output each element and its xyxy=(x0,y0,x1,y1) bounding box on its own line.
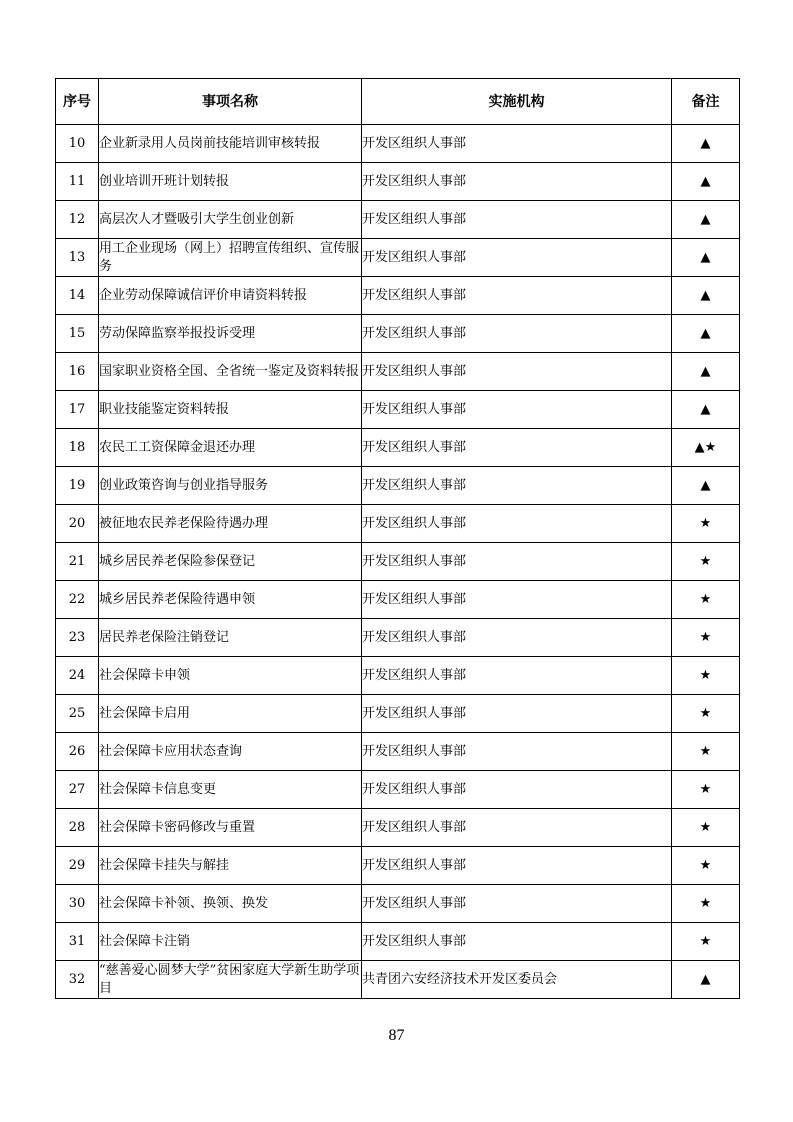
table-row xyxy=(56,923,740,961)
table-row xyxy=(56,961,740,999)
table-row xyxy=(56,391,740,429)
table-row xyxy=(56,315,740,353)
table-row xyxy=(56,809,740,847)
row-number: 15 xyxy=(56,315,99,353)
note-mark: ★ xyxy=(672,847,740,885)
header-org: 实施机构 xyxy=(362,79,672,125)
note-mark: ★ xyxy=(672,809,740,847)
note-mark: ★ xyxy=(672,733,740,771)
organization: 共青团六安经济技术开发区委员会 xyxy=(362,961,672,999)
item-name: 创业培训开班计划转报 xyxy=(99,163,362,201)
organization: 开发区组织人事部 xyxy=(362,695,672,733)
item-name: 社会保障卡挂失与解挂 xyxy=(99,847,362,885)
item-name: “慈善爱心圆梦大学”贫困家庭大学新生助学项目 xyxy=(99,961,362,999)
table-row xyxy=(56,695,740,733)
item-name: 社会保障卡信息变更 xyxy=(99,771,362,809)
table-row xyxy=(56,619,740,657)
note-mark: ▲ xyxy=(672,315,740,353)
row-number: 26 xyxy=(56,733,99,771)
note-mark: ★ xyxy=(672,619,740,657)
item-name: 社会保障卡启用 xyxy=(99,695,362,733)
item-name: 城乡居民养老保险参保登记 xyxy=(99,543,362,581)
note-mark: ★ xyxy=(672,543,740,581)
row-number: 13 xyxy=(56,239,99,277)
note-mark: ▲ xyxy=(672,353,740,391)
table-row xyxy=(56,733,740,771)
organization: 开发区组织人事部 xyxy=(362,657,672,695)
table-header-row xyxy=(56,79,740,125)
note-mark: ▲ xyxy=(672,163,740,201)
note-mark: ★ xyxy=(672,695,740,733)
item-name: 社会保障卡密码修改与重置 xyxy=(99,809,362,847)
item-name: 社会保障卡应用状态查询 xyxy=(99,733,362,771)
organization: 开发区组织人事部 xyxy=(362,505,672,543)
row-number: 25 xyxy=(56,695,99,733)
row-number: 16 xyxy=(56,353,99,391)
note-mark: ★ xyxy=(672,505,740,543)
table-row xyxy=(56,163,740,201)
item-name: 被征地农民养老保险待遇办理 xyxy=(99,505,362,543)
row-number: 11 xyxy=(56,163,99,201)
item-name: 农民工工资保障金退还办理 xyxy=(99,429,362,467)
row-number: 22 xyxy=(56,581,99,619)
table-row xyxy=(56,467,740,505)
note-mark: ★ xyxy=(672,657,740,695)
item-name: 社会保障卡申领 xyxy=(99,657,362,695)
table-row xyxy=(56,543,740,581)
table-row xyxy=(56,201,740,239)
note-mark: ★ xyxy=(672,923,740,961)
item-name: 城乡居民养老保险待遇申领 xyxy=(99,581,362,619)
note-mark: ★ xyxy=(672,885,740,923)
organization: 开发区组织人事部 xyxy=(362,239,672,277)
organization: 开发区组织人事部 xyxy=(362,467,672,505)
item-name: 国家职业资格全国、全省统一鉴定及资料转报 xyxy=(99,353,362,391)
organization: 开发区组织人事部 xyxy=(362,277,672,315)
organization: 开发区组织人事部 xyxy=(362,163,672,201)
row-number: 21 xyxy=(56,543,99,581)
organization: 开发区组织人事部 xyxy=(362,581,672,619)
note-mark: ▲★ xyxy=(672,429,740,467)
page-number: 87 xyxy=(388,1027,405,1044)
organization: 开发区组织人事部 xyxy=(362,391,672,429)
row-number: 29 xyxy=(56,847,99,885)
item-name: 创业政策咨询与创业指导服务 xyxy=(99,467,362,505)
table-row xyxy=(56,239,740,277)
row-number: 27 xyxy=(56,771,99,809)
organization: 开发区组织人事部 xyxy=(362,809,672,847)
organization: 开发区组织人事部 xyxy=(362,771,672,809)
item-name: 劳动保障监察举报投诉受理 xyxy=(99,315,362,353)
organization: 开发区组织人事部 xyxy=(362,429,672,467)
header-name: 事项名称 xyxy=(99,79,362,125)
note-mark: ▲ xyxy=(672,201,740,239)
row-number: 24 xyxy=(56,657,99,695)
table-row xyxy=(56,125,740,163)
row-number: 30 xyxy=(56,885,99,923)
organization: 开发区组织人事部 xyxy=(362,125,672,163)
row-number: 14 xyxy=(56,277,99,315)
organization: 开发区组织人事部 xyxy=(362,201,672,239)
organization: 开发区组织人事部 xyxy=(362,847,672,885)
table-row xyxy=(56,429,740,467)
note-mark: ▲ xyxy=(672,125,740,163)
item-name: 用工企业现场（网上）招聘宣传组织、宣传服务 xyxy=(99,239,362,277)
table-row xyxy=(56,771,740,809)
organization: 开发区组织人事部 xyxy=(362,619,672,657)
item-name: 企业新录用人员岗前技能培训审核转报 xyxy=(99,125,362,163)
item-name: 职业技能鉴定资料转报 xyxy=(99,391,362,429)
item-name: 企业劳动保障诚信评价申请资料转报 xyxy=(99,277,362,315)
row-number: 10 xyxy=(56,125,99,163)
table-row xyxy=(56,581,740,619)
header-note: 备注 xyxy=(672,79,740,125)
item-name: 居民养老保险注销登记 xyxy=(99,619,362,657)
row-number: 19 xyxy=(56,467,99,505)
note-mark: ▲ xyxy=(672,391,740,429)
row-number: 20 xyxy=(56,505,99,543)
note-mark: ▲ xyxy=(672,277,740,315)
row-number: 17 xyxy=(56,391,99,429)
row-number: 23 xyxy=(56,619,99,657)
header-no: 序号 xyxy=(56,79,99,125)
table-row xyxy=(56,353,740,391)
organization: 开发区组织人事部 xyxy=(362,315,672,353)
item-name: 社会保障卡注销 xyxy=(99,923,362,961)
table-row xyxy=(56,657,740,695)
table-row xyxy=(56,505,740,543)
item-name: 高层次人才暨吸引大学生创业创新 xyxy=(99,201,362,239)
item-name: 社会保障卡补领、换领、换发 xyxy=(99,885,362,923)
row-number: 18 xyxy=(56,429,99,467)
organization: 开发区组织人事部 xyxy=(362,923,672,961)
note-mark: ★ xyxy=(672,771,740,809)
note-mark: ▲ xyxy=(672,239,740,277)
row-number: 12 xyxy=(56,201,99,239)
organization: 开发区组织人事部 xyxy=(362,353,672,391)
organization: 开发区组织人事部 xyxy=(362,733,672,771)
note-mark: ★ xyxy=(672,581,740,619)
organization: 开发区组织人事部 xyxy=(362,543,672,581)
organization: 开发区组织人事部 xyxy=(362,885,672,923)
table-row xyxy=(56,847,740,885)
note-mark: ▲ xyxy=(672,961,740,999)
table-row xyxy=(56,885,740,923)
row-number: 28 xyxy=(56,809,99,847)
items-table xyxy=(55,78,740,999)
row-number: 31 xyxy=(56,923,99,961)
row-number: 32 xyxy=(56,961,99,999)
table-row xyxy=(56,277,740,315)
note-mark: ▲ xyxy=(672,467,740,505)
